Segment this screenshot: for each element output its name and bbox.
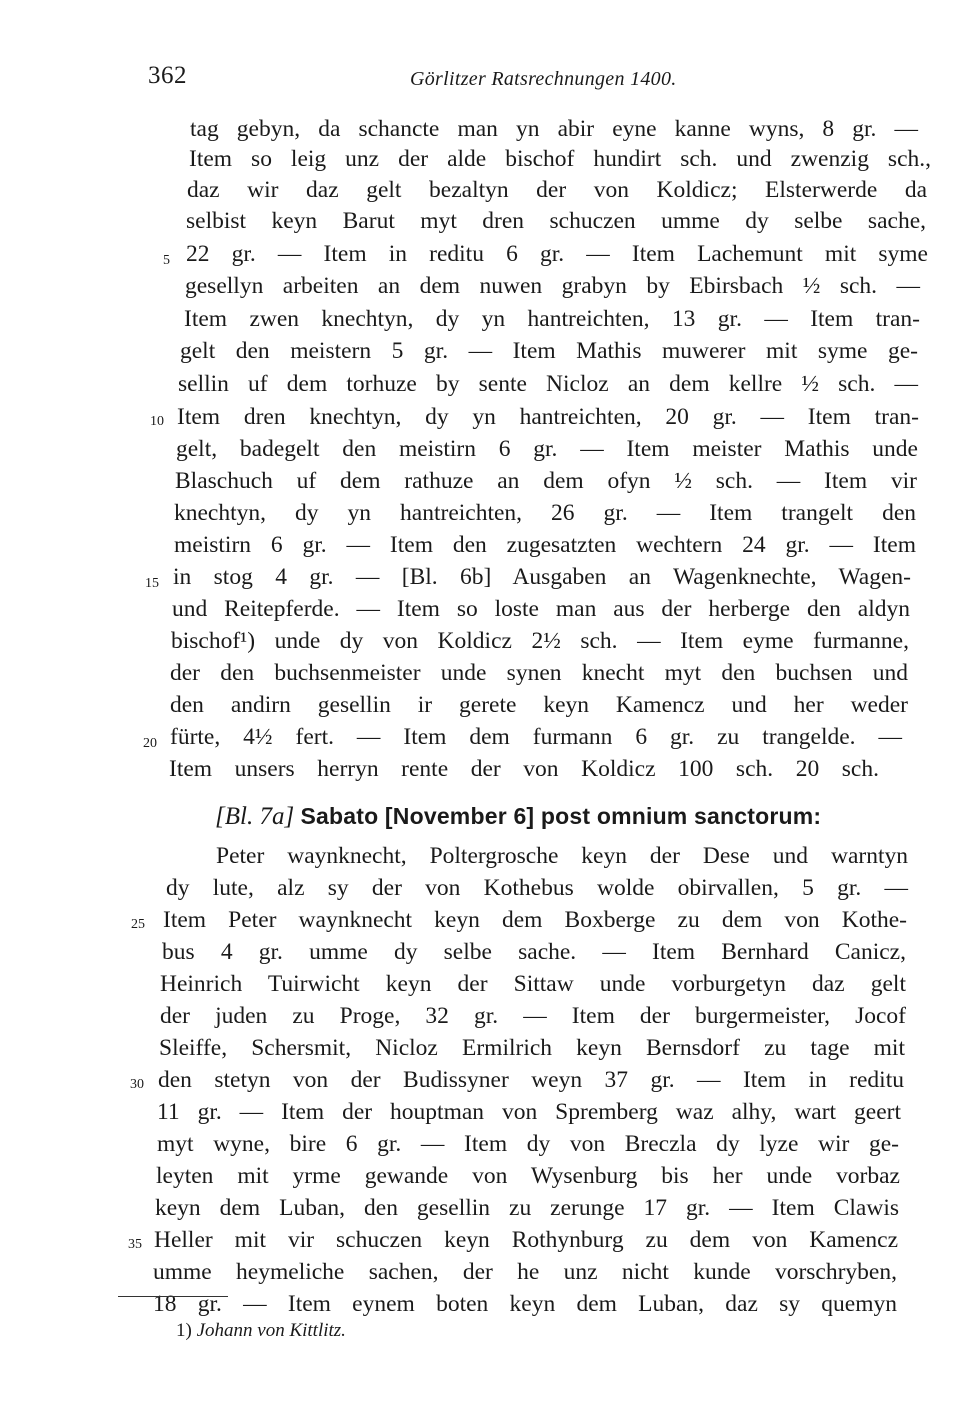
line-number: 20: [143, 736, 157, 751]
text-line: Heinrich Tuirwicht keyn der Sittaw unde vorburgetyn daz gelt: [160, 971, 906, 997]
text-line: in stog 4 gr. — [Bl. 6b] Ausgaben an Wagenknechte, Wagen-: [173, 564, 911, 590]
text-line: gelt den meistern 5 gr. — Item Mathis muwerer mit syme ge-: [180, 338, 918, 364]
text-line: Sleiffe, Schersmit, Nicloz Ermilrich keyn Bernsdorf zu tage mit: [159, 1035, 905, 1061]
line-number: 5: [163, 253, 170, 268]
footnote-divider: [118, 1296, 228, 1297]
footnote-text: Johann von Kittlitz.: [196, 1320, 346, 1341]
section-heading: [215, 803, 875, 831]
text-line: Peter waynknecht, Poltergrosche keyn der Dese und warntyn: [216, 843, 908, 869]
text-line: leyten mit yrme gewande von Wysenburg bis her unde vorbaz: [156, 1163, 900, 1189]
text-line: knechtyn, dy yn hantreichten, 26 gr. — Item trangelt den: [174, 500, 916, 526]
line-number: 35: [128, 1237, 142, 1252]
text-line: 18 gr. — Item eynem boten keyn dem Luban, daz sy quemyn: [153, 1291, 897, 1317]
line-number: 15: [145, 576, 159, 591]
line-number: 25: [131, 917, 145, 932]
text-line: 22 gr. — Item in reditu 6 gr. — Item Lachemunt mit syme: [186, 241, 928, 267]
text-line: meistirn 6 gr. — Item den zugesatzten wechtern 24 gr. — Item: [174, 532, 916, 558]
text-line: Item unsers herryn rente der von Koldicz 100 sch. 20 sch.: [169, 756, 879, 782]
text-line: Heller mit vir schuczen keyn Rothynburg zu dem von Kamencz: [154, 1227, 898, 1253]
text-line: der juden zu Proge, 32 gr. — Item der burgermeister, Jocof: [160, 1003, 906, 1029]
text-line: gelt, badegelt den meistirn 6 gr. — Item meister Mathis unde: [176, 436, 918, 462]
text-line: umme heymeliche sachen, der he unz nicht kunde vorschryben,: [153, 1259, 897, 1285]
footnote-marker: 1): [176, 1320, 192, 1341]
text-line: fürte, 4½ fert. — Item dem furmann 6 gr. zu trangelde. —: [170, 724, 902, 750]
page-header: [148, 62, 708, 92]
text-line: und Reitepferde. — Item so loste man aus der herberge den aldyn: [172, 596, 910, 622]
text-line: dy lute, alz sy der von Kothebus wolde obirvallen, 5 gr. —: [166, 875, 908, 901]
footnote: [176, 1320, 346, 1342]
text-line: bischof¹) unde dy von Koldicz 2½ sch. — Item eyme furmanne,: [171, 628, 909, 654]
running-head: Görlitzer Ratsrechnungen 1400.: [410, 68, 677, 90]
text-line: den stetyn von der Budissyner weyn 37 gr. — Item in reditu: [158, 1067, 904, 1093]
text-line: tag gebyn, da schancte man yn abir eyne kanne wyns, 8 gr. —: [190, 116, 918, 142]
folio-reference: [Bl. 7a]: [215, 803, 295, 830]
text-line: der den buchsenmeister unde synen knecht myt den buchsen und: [170, 660, 908, 686]
page-number: 362: [148, 62, 187, 89]
text-line: Item zwen knechtyn, dy yn hantreichten, 13 gr. — Item tran-: [184, 306, 920, 332]
text-line: Item dren knechtyn, dy yn hantreichten, 20 gr. — Item tran-: [177, 404, 919, 430]
text-line: selbist keyn Barut myt dren schuczen umme dy selbe sache,: [186, 208, 926, 234]
text-line: den andirn gesellin ir gerete keyn Kamencz und her weder: [170, 692, 908, 718]
text-line: daz wir daz gelt bezaltyn der von Koldicz; Elsterwerde da: [187, 177, 927, 203]
section-title: Sabato [November 6] post omnium sanctorum:: [300, 803, 822, 829]
text-line: Item Peter waynknecht keyn dem Boxberge zu dem von Kothe-: [163, 907, 907, 933]
text-line: myt wyne, bire 6 gr. — Item dy von Breczla dy lyze wir ge-: [157, 1131, 899, 1157]
text-line: sellin uf dem torhuze by sente Nicloz an dem kellre ½ sch. —: [178, 371, 918, 397]
text-line: bus 4 gr. umme dy selbe sache. — Item Bernhard Canicz,: [162, 939, 906, 965]
text-line: gesellyn arbeiten an dem nuwen grabyn by Ebirsbach ½ sch. —: [185, 273, 920, 299]
text-line: Blaschuch uf dem rathuze an dem ofyn ½ sch. — Item vir: [175, 468, 917, 494]
line-number: 10: [150, 414, 164, 429]
line-number: 30: [130, 1077, 144, 1092]
text-line: Item so leig unz der alde bischof hundirt sch. und zwenzig sch.,: [189, 146, 931, 172]
text-line: 11 gr. — Item der houptman von Spremberg waz alhy, wart geert: [157, 1099, 901, 1125]
text-line: keyn dem Luban, den gesellin zu zerunge 17 gr. — Item Clawis: [155, 1195, 899, 1221]
